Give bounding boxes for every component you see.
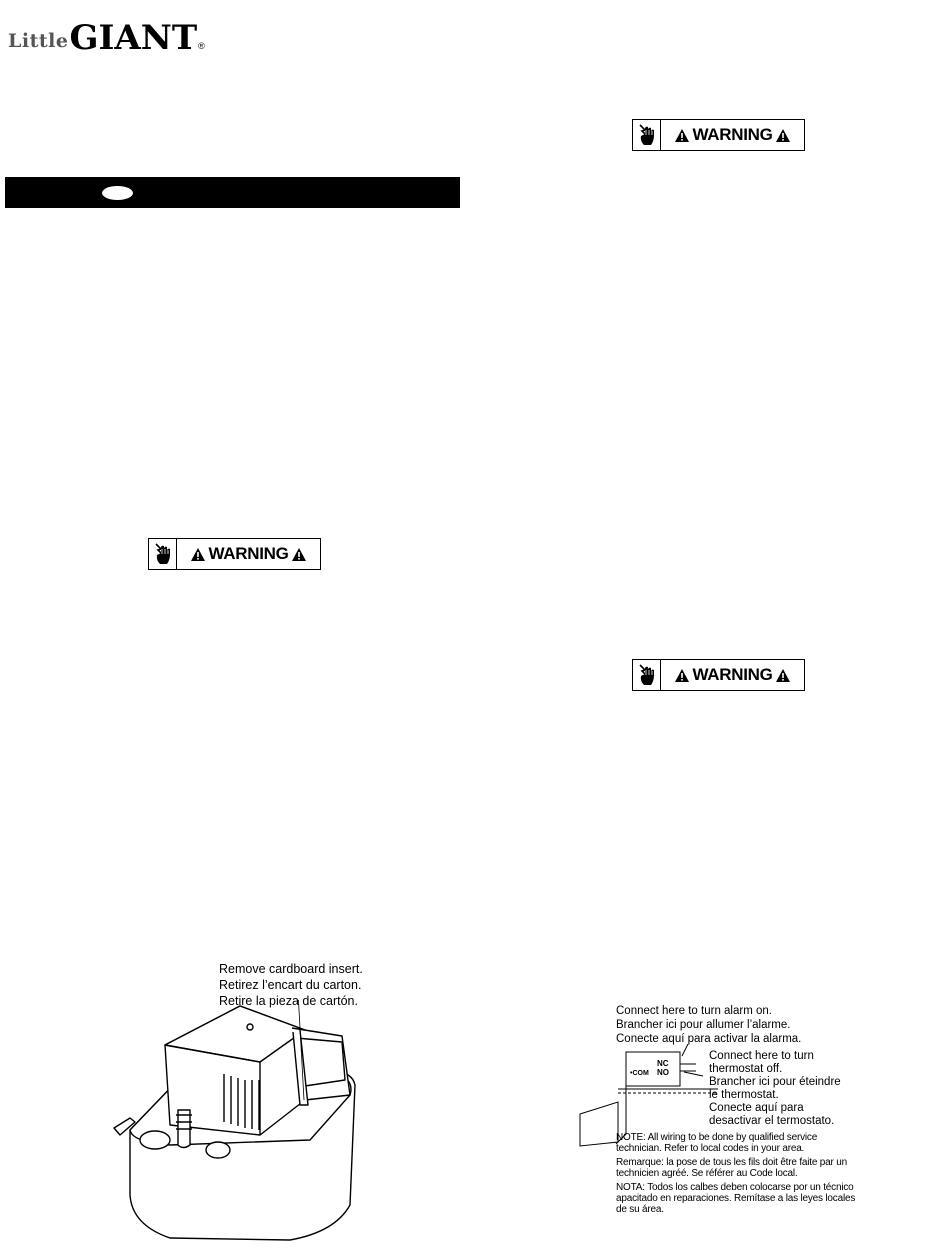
terminal-com: •COM [630,1070,649,1077]
wiring-notes [616,1132,855,1215]
electric-shock-hand-icon [633,120,661,150]
hazard-triangle-icon [291,547,307,562]
hazard-triangle-icon [775,128,791,143]
thermostat-line: Brancher ici pour éteindre [709,1076,841,1088]
language-badge [102,186,133,200]
thermostat-line: desactivar el termostato. [709,1115,835,1127]
brand-logo [8,18,205,58]
thermostat-caption [709,1050,841,1128]
warning-text: WARNING [692,665,773,684]
warning-label-left [148,538,321,570]
registered-mark: ® [198,41,205,51]
note-line-es: apacitado en reparaciones. Remítase a las leyes locales [616,1193,856,1204]
hazard-triangle-icon [190,547,206,562]
warning-label-right-top [632,119,805,151]
alarm-caption [616,1004,801,1046]
warning-text: WARNING [208,544,289,563]
warning-label-right-middle [632,659,805,691]
alarm-line-fr: Brancher ici pour allumer l’alarme. [616,1019,791,1031]
hazard-triangle-icon [674,668,690,683]
terminal-no: NO [657,1068,669,1077]
electric-shock-hand-icon [633,660,661,690]
thermostat-line: Conecte aquí para [709,1102,804,1114]
caption-line-fr: Retirez l’encart du carton. [219,978,362,992]
note-line-fr: Remarque: la pose de tous les fils doit être faite par un [616,1157,847,1168]
pump-illustration [110,1000,370,1245]
hazard-triangle-icon [674,128,690,143]
electric-shock-hand-icon [149,539,177,569]
note-line-en: NOTE: All wiring to be done by qualified service [616,1132,818,1143]
note-line-es: NOTA: Todos los calbes deben colocarse por un técnico [616,1182,854,1193]
caption-line-es: Retire la pieza de cartón. [219,994,358,1008]
thermostat-line: le thermostat. [709,1089,779,1101]
brand-little: Little [8,30,69,52]
hazard-triangle-icon [775,668,791,683]
warning-text: WARNING [692,125,773,144]
thermostat-line: Connect here to turn [709,1050,814,1062]
alarm-line-en: Connect here to turn alarm on. [616,1005,772,1017]
alarm-line-es: Conecte aquí para activar la alarma. [616,1033,802,1045]
note-line-es: de su área. [616,1204,664,1215]
caption-line-en: Remove cardboard insert. [219,962,363,976]
terminal-nc: NC [657,1059,669,1068]
note-line-fr: technicien agréé. Se référer au Code local. [616,1168,798,1179]
thermostat-line: thermostat off. [709,1063,783,1075]
section-header-bar [5,177,460,208]
note-line-en: technician. Refer to local codes in your area. [616,1143,805,1154]
brand-giant: GIANT [69,18,198,58]
